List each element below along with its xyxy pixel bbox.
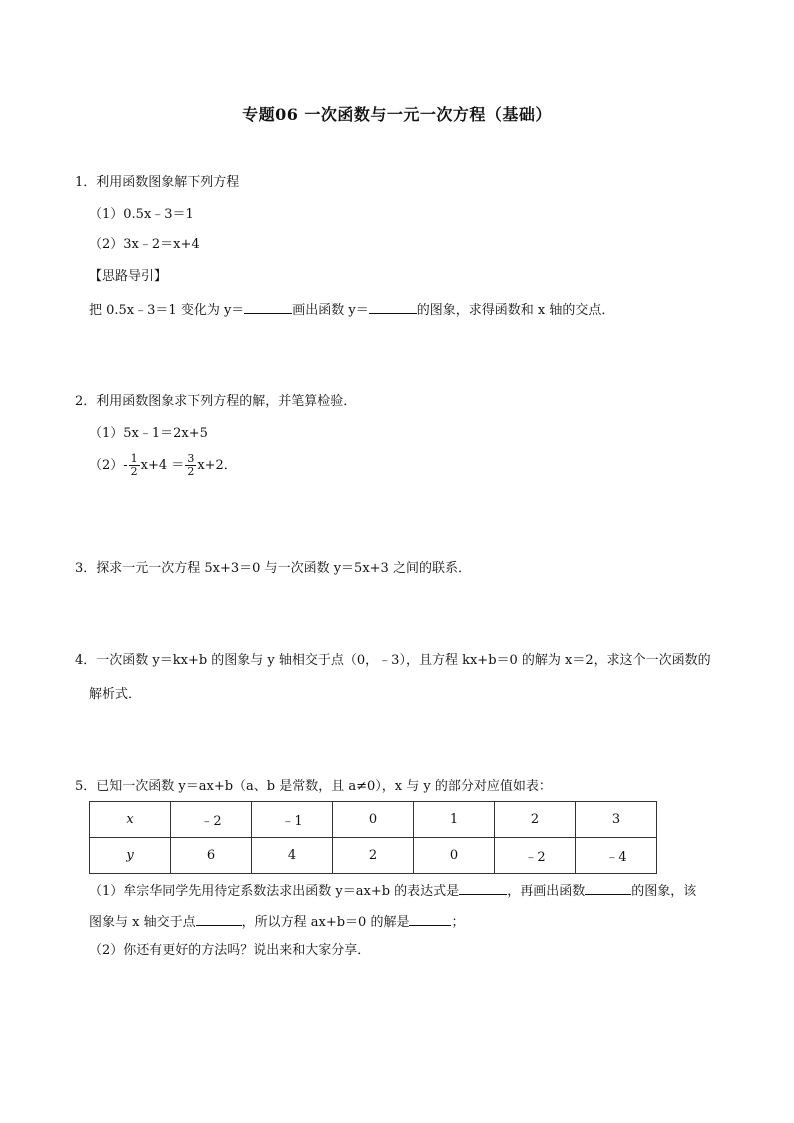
q5-sub1-text-b: ，再画出函数 [507,884,586,899]
fraction [185,453,196,478]
table-cell: ﹣4 [576,838,657,874]
table-cell: 0 [414,838,495,874]
table-cell: x [90,802,171,838]
q5-sub1-text-c: 的图象，该 [631,884,697,899]
answer-blank[interactable] [369,299,417,314]
answer-blank[interactable] [409,911,451,926]
q5-sub1-text-f: ； [451,915,465,930]
table-row-y [90,838,657,874]
table-cell: 4 [252,838,333,874]
q1-part2: （2）3x﹣2＝x+4 [89,237,200,252]
q2-part1: （1）5x﹣1＝2x+5 [89,426,208,441]
q4-line1: 4．一次函数 y＝kx+b 的图象与 y 轴相交于点（0，﹣3），且方程 kx+b＝0 的解为 x＝2，求这个一次函数的 [75,653,711,668]
q5-sub2: （2）你还有更好的方法吗？说出来和大家分享． [89,943,371,958]
answer-blank[interactable] [459,880,507,895]
q5-sub1-line2 [89,911,464,932]
table-cell: 1 [414,802,495,838]
q1-hint-header: 【思路导引】 [89,269,168,284]
table-cell: y [90,838,171,874]
q2-stem: 2．利用函数图象求下列方程的解，并笔算检验． [75,394,357,409]
q2-part2-end: x+2． [197,458,237,473]
table-cell: 6 [171,838,252,874]
table-cell: 3 [576,802,657,838]
answer-blank[interactable] [196,911,242,926]
q5-sub1-text-a: （1）牟宗华同学先用待定系数法求出函数 y＝ax+b 的表达式是 [89,884,460,899]
values-table [89,801,657,874]
table-row-x [90,802,657,838]
table-cell: ﹣2 [171,802,252,838]
q1-hint-text-b: 画出函数 y＝ [292,303,369,318]
page-title: 专题06 一次函数与一元一次方程（基础） [242,105,552,124]
fraction [129,453,140,478]
q1-hint-text-a: 把 0.5x﹣3＝1 变化为 y＝ [89,303,245,318]
q1-hint-text-c: 的图象，求得函数和 x 轴的交点． [416,303,615,318]
q1-stem: 1．利用函数图象解下列方程 [75,175,240,190]
answer-blank[interactable] [585,880,631,895]
q1-hint-line [89,299,614,320]
fraction-denominator: 2 [130,465,138,478]
fraction-numerator: 1 [130,452,138,465]
q5-sub1-text-e: ，所以方程 ax+b＝0 的解是 [241,915,410,930]
table-cell: 2 [495,802,576,838]
table-cell: ﹣2 [495,838,576,874]
q5-sub1-text-d: 图象与 x 轴交于点 [89,915,196,930]
fraction-numerator: 3 [187,452,195,465]
q3-stem: 3．探求一元一次方程 5x+3＝0 与一次函数 y＝5x+3 之间的联系． [75,561,471,576]
answer-blank[interactable] [244,299,292,314]
q2-part2-mid: x+4 ＝ [140,458,185,473]
q4-line2: 解析式． [89,687,142,702]
q5-stem: 5．已知一次函数 y＝ax+b（a、b 是常数，且 a≠0），x 与 y 的部分对应值如表： [75,779,552,794]
fraction-denominator: 2 [187,465,195,478]
q1-part1: （1）0.5x﹣3＝1 [89,207,194,222]
table-cell: 0 [333,802,414,838]
q2-part2 [89,453,237,479]
q2-part2-prefix: （2）- [89,458,128,473]
table-cell: 2 [333,838,414,874]
table-cell: ﹣1 [252,802,333,838]
q5-sub1-line1 [89,880,696,901]
